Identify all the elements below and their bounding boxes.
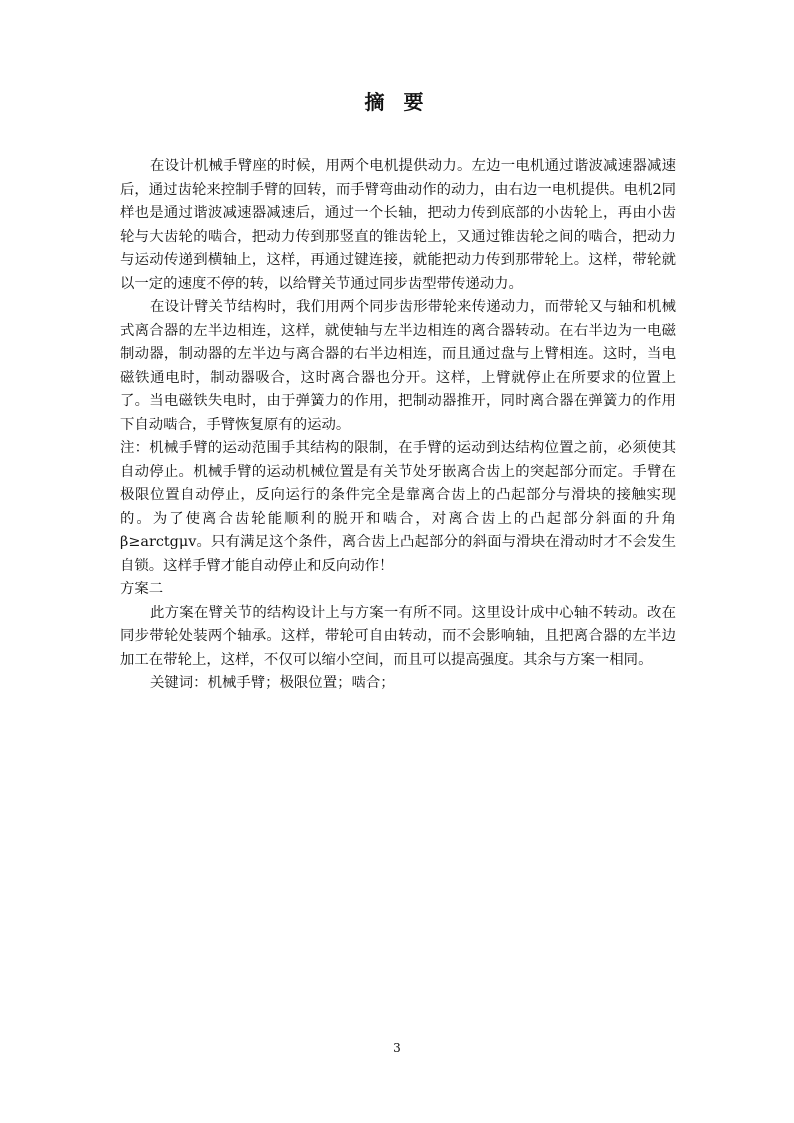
abstract-body — [120, 155, 676, 696]
keywords: 关键词：机械手臂；极限位置；啮合； — [150, 675, 395, 691]
page-title: 摘 要 — [364, 90, 430, 114]
paragraph-motor-drive: 在设计机械手臂座的时候，用两个电机提供动力。左边一电机通过谐波减速器减速后，通过齿轮来控制手臂的回转，而手臂弯曲动作的动力，由右边一电机提供。电机2同样也是通过谐波减速器减速后，通过一个长轴，把动力传到底部的小齿轮上，再由小齿轮与大齿轮的啮合，把动力传到那竖直的锥齿轮上，又通过锥齿轮之间的啮合，把动力与运动传递到横轴上，这样，再通过键连接，就能把动力传到那带轮上。这样，带轮就以一定的速度不停的转，以给臂关节通过同步齿型带传递动力。 — [120, 158, 677, 292]
paragraph-note: 注：机械手臂的运动范围手其结构的限制，在手臂的运动到达结构位置之前，必须使其自动停止。机械手臂的运动机械位置是有关节处牙嵌离合齿上的突起部分而定。手臂在极限位置自动停止，反向运行的条件完全是靠离合齿上的凸起部分与滑块的接触实现的。为了使离合齿轮能顺利的脱开和啮合，对离合齿上的凸起部分斜面的升角β≥arctgμv。只有满足这个条件，离合齿上凸起部分的斜面与滑块在滑动时才不会发生自锁。这样手臂才能自动停止和反向动作！ — [120, 440, 676, 574]
paragraph-plan-two: 此方案在臂关节的结构设计上与方案一有所不同。这里设计成中心轴不转动。改在同步带轮处装两个轴承。这样，带轮可自由转动，而不会影响轴，且把离合器的左半边加工在带轮上，这样，不仅可以缩小空间，而且可以提高强度。其余与方案一相同。 — [120, 604, 676, 668]
paragraph-arm-joint: 在设计臂关节结构时，我们用两个同步齿形带轮来传递动力，而带轮又与轴和机械式离合器的左半边相连，这样，就使轴与左半边相连的离合器转动。在右半边为一电磁制动器，制动器的左半边与离合器的右半边相连，而且通过盘与上臂相连。这时，当电磁铁通电时，制动器吸合，这时离合器也分开。这样，上臂就停止在所要求的位置上了。当电磁铁失电时，由于弹簧力的作用，把制动器推开，同时离合器在弹簧力的作用下自动啮合，手臂恢复原有的运动。 — [120, 299, 676, 433]
section-heading-plan-two: 方案二 — [120, 581, 164, 597]
page-number: 3 — [393, 1041, 401, 1055]
